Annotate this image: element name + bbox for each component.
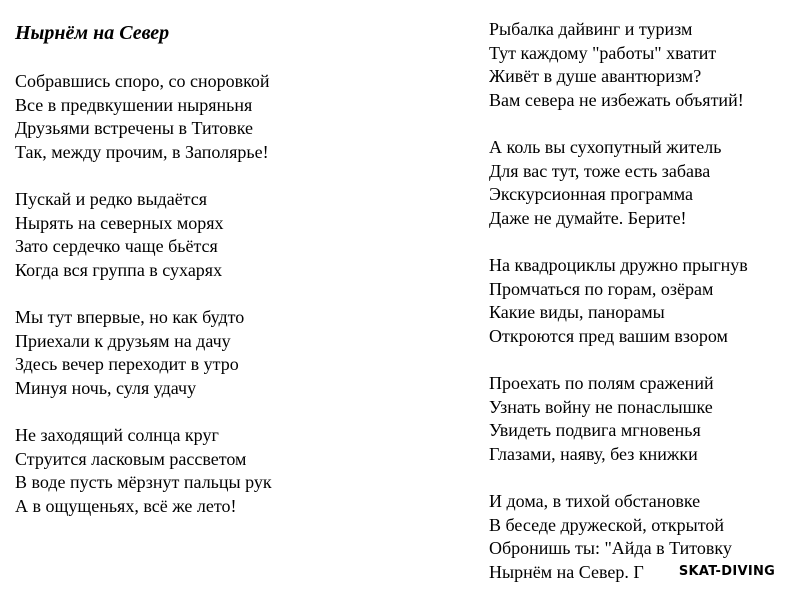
stanza xyxy=(489,372,794,466)
stanza xyxy=(15,70,335,164)
poem-line: Не заходящий солнца круг xyxy=(15,425,219,445)
poem-line: Обронишь ты: "Айда в Титовку xyxy=(489,538,732,558)
poem-line: Друзьями встречены в Титовке xyxy=(15,118,254,138)
poem-line: Зато сердечко чаще бьётся xyxy=(15,236,218,256)
left-column xyxy=(15,70,335,542)
poem-line: Живёт в душе авантюризм? xyxy=(489,66,702,86)
poem-line: Для вас тут, тоже есть забава xyxy=(489,160,711,181)
poem-line: И дома, в тихой обстановке xyxy=(489,491,701,511)
poem-line: Нырнём на Север. Г xyxy=(489,561,644,582)
poem-line: Приехали к друзьям на дачу xyxy=(15,330,231,351)
poem-line: Когда вся группа в сухарях xyxy=(15,259,223,280)
poem-line: В воде пусть мёрзнут пальцы рук xyxy=(15,472,272,492)
poem-line: Глазами, наяву, без книжки xyxy=(489,443,698,464)
poem-line: Мы тут впервые, но как будто xyxy=(15,307,245,327)
poem-line: А коль вы сухопутный житель xyxy=(489,137,722,157)
poem-line: Пускай и редко выдаётся xyxy=(15,189,208,209)
poem-line: Все в предвкушении ныряньня xyxy=(15,94,253,115)
watermark: SKAT-DIVING xyxy=(664,562,790,582)
poem-line: Минуя ночь, суля удачу xyxy=(15,377,197,398)
poem-line: Узнать войну не понаслышке xyxy=(489,396,713,417)
poem-line: Промчаться по горам, озёрам xyxy=(489,278,714,299)
poem-line: Нырять на северных морях xyxy=(15,212,224,233)
right-column xyxy=(489,18,794,608)
stanza xyxy=(489,18,794,112)
poem-line: Струится ласковым рассветом xyxy=(15,448,247,469)
poem-line: Какие виды, панорамы xyxy=(489,302,665,322)
poem-line: Здесь вечер переходит в утро xyxy=(15,354,239,374)
poem-line: Откроются пред вашим взором xyxy=(489,325,728,346)
poem-line: Так, между прочим, в Заполярье! xyxy=(15,141,269,162)
poem-line: Вам севера не избежать объятий! xyxy=(489,89,744,110)
poem-line: Собравшись споро, со сноровкой xyxy=(15,71,270,91)
poem-line: На квадроциклы дружно прыгнув xyxy=(489,255,748,275)
poem-line: Рыбалка дайвинг и туризм xyxy=(489,19,693,39)
stanza xyxy=(489,136,794,230)
poem-line: Проехать по полям сражений xyxy=(489,373,714,393)
poem-line: А в ощущеньях, всё же лето! xyxy=(15,495,237,516)
stanza xyxy=(15,306,335,400)
poem-line: Даже не думайте. Берите! xyxy=(489,207,687,228)
poem-title: Нырнём на Север xyxy=(15,22,170,44)
stanza xyxy=(489,254,794,348)
poem-line: Экскурсионная программа xyxy=(489,184,693,204)
stanza xyxy=(15,188,335,282)
poem-line: В беседе дружеской, открытой xyxy=(489,514,724,535)
poem-line: Тут каждому "работы" хватит xyxy=(489,42,717,63)
poem-line: Увидеть подвига мгновенья xyxy=(489,420,701,440)
stanza xyxy=(15,424,335,518)
